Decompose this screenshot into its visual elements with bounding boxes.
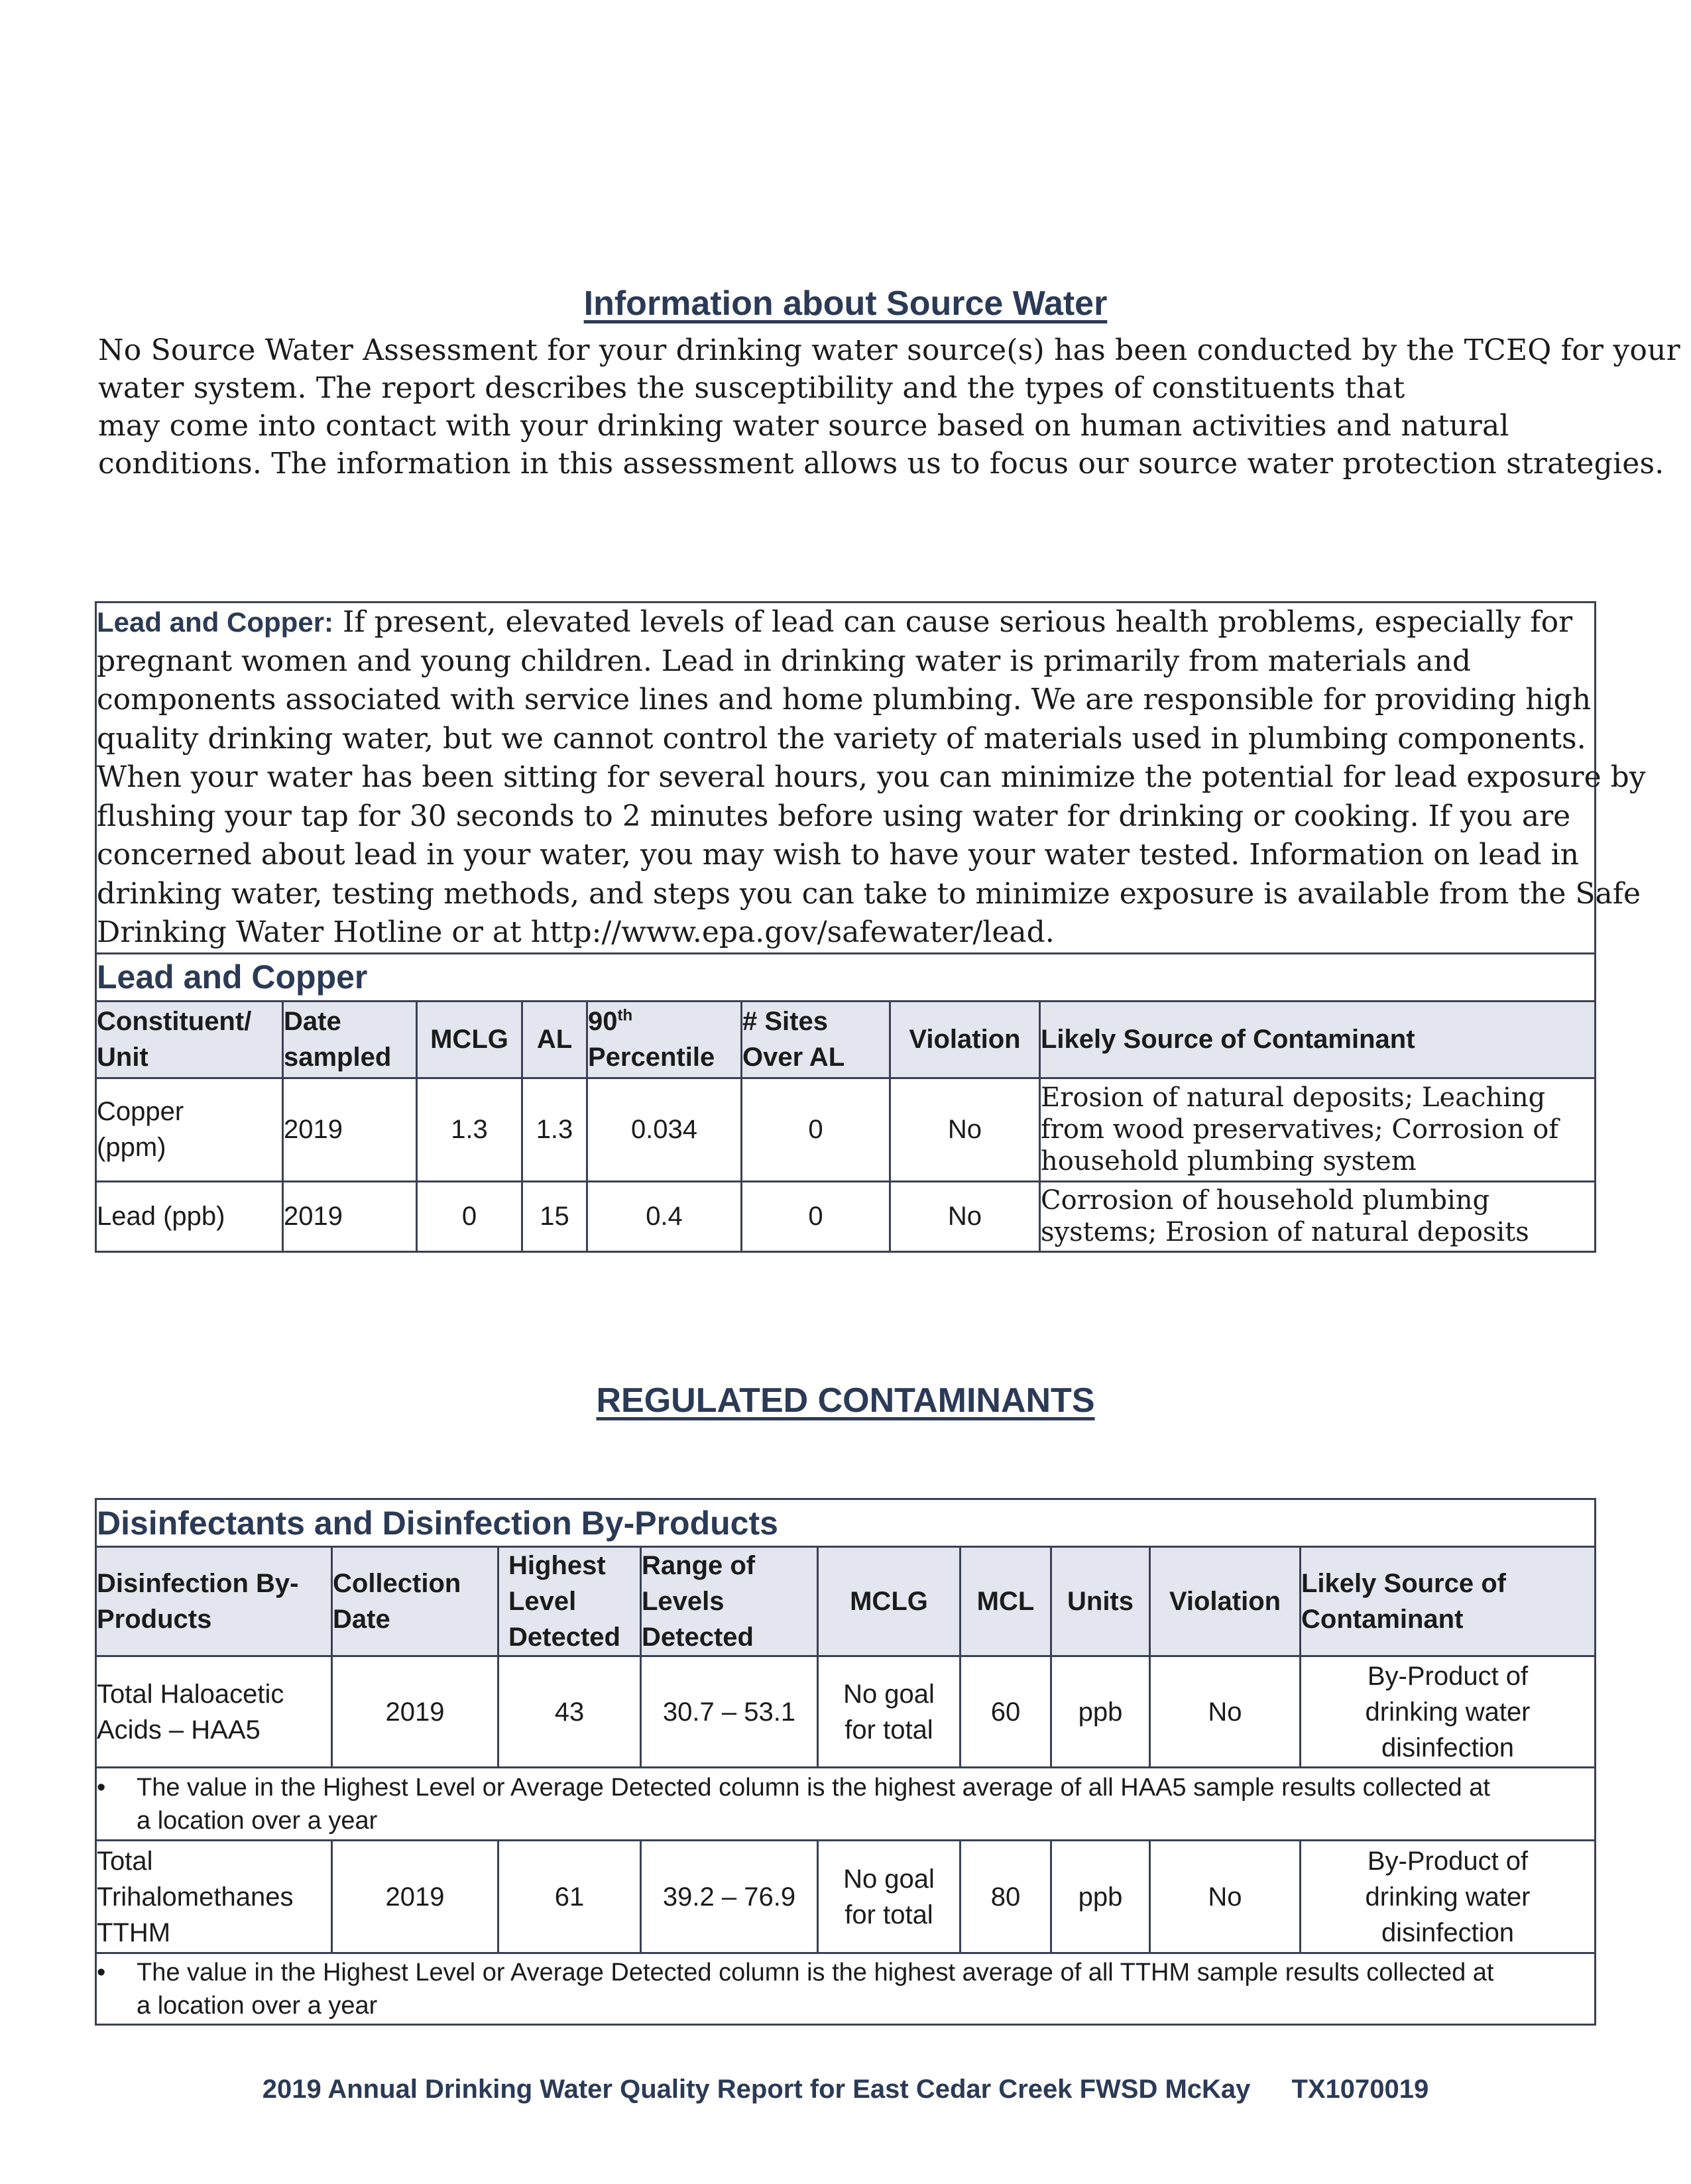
header-al: AL — [522, 1001, 587, 1078]
cell-date: 2019 — [283, 1078, 417, 1181]
notice-lead-label: Lead and Copper: — [97, 606, 334, 638]
table-row — [96, 1078, 1596, 1181]
cell-range: 39.2 – 76.9 — [641, 1841, 818, 1953]
notice-line: quality drinking water, but we cannot control the variety of materials used in plumbing components. — [97, 721, 1586, 756]
paragraph-line: water system. The report describes the susceptibility and the types of constituents that — [98, 371, 1405, 405]
table-note-row — [96, 1953, 1596, 2025]
table-header-row — [96, 1001, 1596, 1078]
table-row — [96, 1181, 1596, 1251]
lead-copper-table-title: Lead and Copper — [96, 953, 1596, 1001]
header-highest-level: Highest Level Detected — [498, 1547, 641, 1656]
cell-violation: No — [890, 1078, 1040, 1181]
header-units: Units — [1051, 1547, 1150, 1656]
cell-date: 2019 — [283, 1181, 417, 1251]
cell-percentile: 0.034 — [587, 1078, 742, 1181]
notice-line: flushing your tap for 30 seconds to 2 minutes before using water for drinking or cooking. If you are — [97, 799, 1571, 833]
table-header-row — [96, 1547, 1596, 1656]
regulated-contaminants-heading: REGULATED CONTAMINANTS — [596, 1381, 1095, 1420]
cell-highest: 61 — [498, 1841, 641, 1953]
cell-mclg: 1.3 — [417, 1078, 522, 1181]
bullet-icon: • — [97, 1958, 106, 1986]
notice-line: pregnant women and young children. Lead in drinking water is primarily from materials and — [97, 644, 1472, 678]
source-water-heading: Information about Source Water — [583, 284, 1108, 323]
cell-sites: 0 — [742, 1078, 890, 1181]
header-mclg: MCLG — [417, 1001, 522, 1078]
header-sites-over-al: # Sites Over AL — [742, 1001, 890, 1078]
cell-likely-source: Corrosion of household plumbing systems; Erosion of natural deposits — [1040, 1181, 1596, 1251]
cell-mclg: 0 — [417, 1181, 522, 1251]
notice-line: Drinking Water Hotline or at http://www.epa.gov/safewater/lead. — [97, 915, 1055, 949]
notice-line: drinking water, testing methods, and steps you can take to minimize exposure is available from the Safe — [97, 876, 1641, 911]
cell-violation: No — [890, 1181, 1040, 1251]
cell-mclg: No goal for total — [818, 1656, 961, 1768]
notice-line: components associated with service lines and home plumbing. We are responsible for providing high — [97, 683, 1592, 717]
cell-percentile: 0.4 — [587, 1181, 742, 1251]
cell-units: ppb — [1051, 1656, 1150, 1768]
notice-line: When your water has been sitting for several hours, you can minimize the potential for lead exposure by — [97, 760, 1646, 794]
cell-contaminant-name: Total Haloacetic Acids – HAA5 — [96, 1656, 332, 1768]
cell-likely-source: By-Product of drinking water disinfection — [1301, 1841, 1596, 1953]
page-footer — [0, 2075, 1691, 2104]
table-note: • The value in the Highest Level or Average Detected column is the highest average of all HAA5 sample results collected at a location over a year — [96, 1768, 1596, 1841]
notice-line: concerned about lead in your water, you may wish to have your water tested. Information on lead in — [97, 838, 1579, 872]
notice-line: If present, elevated levels of lead can cause serious health problems, especially for — [333, 605, 1573, 639]
header-collection-date: Collection Date — [332, 1547, 498, 1656]
header-violation: Violation — [1150, 1547, 1301, 1656]
cell-mcl: 60 — [961, 1656, 1051, 1768]
header-disinfection-byproducts: Disinfection By- Products — [96, 1547, 332, 1656]
cell-likely-source: Erosion of natural deposits; Leaching from wood preservatives; Corrosion of household plumbing system — [1040, 1078, 1596, 1181]
header-90th-percentile: 90th Percentile — [587, 1001, 742, 1078]
paragraph-line: may come into contact with your drinking water source based on human activities and natural — [98, 409, 1509, 443]
cell-al: 15 — [522, 1181, 587, 1251]
cell-al: 1.3 — [522, 1078, 587, 1181]
cell-mcl: 80 — [961, 1841, 1051, 1953]
paragraph-line: conditions. The information in this assessment allows us to focus our source water protection strategies. — [98, 447, 1664, 481]
cell-date: 2019 — [332, 1841, 498, 1953]
lead-copper-table — [95, 601, 1646, 1253]
cell-mclg: No goal for total — [818, 1841, 961, 1953]
cell-violation: No — [1150, 1841, 1301, 1953]
table-note: • The value in the Highest Level or Average Detected column is the highest average of all TTHM sample results collected at a location over a year — [96, 1953, 1596, 2025]
cell-sites: 0 — [742, 1181, 890, 1251]
source-water-paragraph — [98, 331, 1680, 483]
cell-contaminant-name: Total Trihalomethanes TTHM — [96, 1841, 332, 1953]
cell-constituent: Lead (ppb) — [96, 1181, 283, 1251]
header-constituent: Constituent/ Unit — [96, 1001, 283, 1078]
header-range-of-levels: Range of Levels Detected — [641, 1547, 818, 1656]
disinfection-table-title: Disinfectants and Disinfection By-Products — [96, 1499, 1596, 1547]
disinfection-byproducts-table — [95, 1498, 1596, 2026]
table-note-row — [96, 1768, 1596, 1841]
header-date-sampled: Date sampled — [283, 1001, 417, 1078]
footer-title: 2019 Annual Drinking Water Quality Report for East Cedar Creek FWSD McKay — [262, 2075, 1251, 2104]
header-mcl: MCL — [961, 1547, 1051, 1656]
cell-constituent: Copper (ppm) — [96, 1078, 283, 1181]
cell-highest: 43 — [498, 1656, 641, 1768]
cell-date: 2019 — [332, 1656, 498, 1768]
header-likely-source: Likely Source of Contaminant — [1301, 1547, 1596, 1656]
table-row — [96, 1841, 1596, 1953]
cell-range: 30.7 – 53.1 — [641, 1656, 818, 1768]
header-likely-source: Likely Source of Contaminant — [1040, 1001, 1596, 1078]
cell-units: ppb — [1051, 1841, 1150, 1953]
cell-violation: No — [1150, 1656, 1301, 1768]
header-mclg: MCLG — [818, 1547, 961, 1656]
footer-system-id: TX1070019 — [1291, 2075, 1429, 2104]
header-violation: Violation — [890, 1001, 1040, 1078]
lead-copper-notice — [96, 603, 1646, 954]
cell-likely-source: By-Product of drinking water disinfection — [1301, 1656, 1596, 1768]
bullet-icon: • — [97, 1773, 106, 1802]
table-row — [96, 1656, 1596, 1768]
paragraph-line: No Source Water Assessment for your drinking water source(s) has been conducted by the TCEQ for your — [98, 333, 1680, 367]
